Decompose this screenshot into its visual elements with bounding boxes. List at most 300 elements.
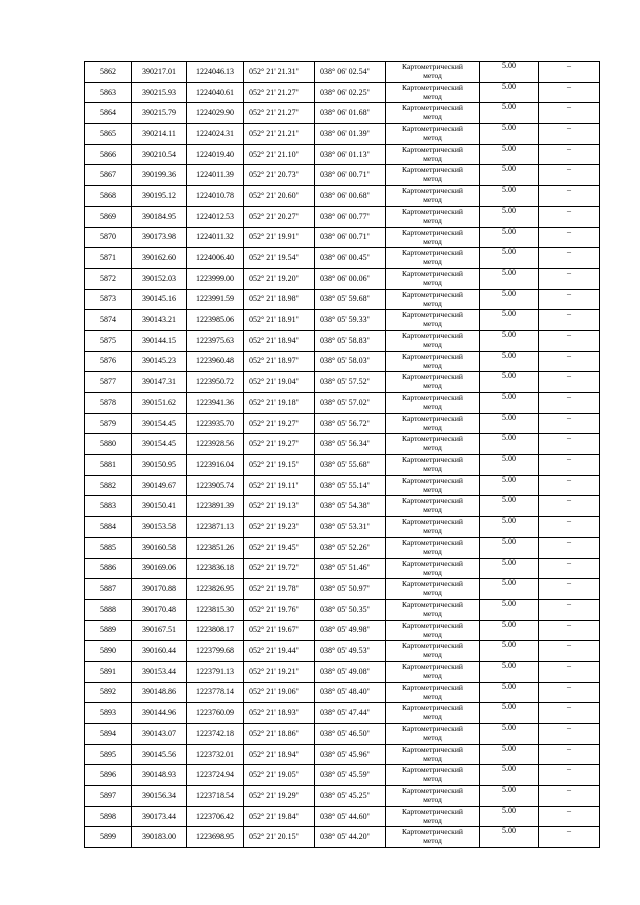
method-cell — [386, 786, 480, 807]
accuracy-cell: 5.00 — [480, 393, 539, 414]
longitude-cell: 038° 06' 00.71" — [315, 165, 386, 186]
method-cell — [386, 661, 480, 682]
longitude-cell: 038° 06' 00.45" — [315, 248, 386, 269]
table-row — [85, 268, 600, 289]
latitude-cell: 052° 21' 19.15" — [244, 455, 315, 476]
x-coordinate-cell: 390170.88 — [132, 579, 187, 600]
table-row — [85, 310, 600, 331]
longitude-cell: 038° 05' 50.97" — [315, 579, 386, 600]
point-number-cell: 5897 — [85, 786, 132, 807]
y-coordinate-cell: 1223999.00 — [187, 268, 244, 289]
method-cell — [386, 351, 480, 372]
note-cell: – — [539, 206, 600, 227]
method-line-1: Картометрический — [402, 186, 463, 196]
latitude-cell: 052° 21' 20.15" — [244, 827, 315, 848]
accuracy-cell: 5.00 — [480, 558, 539, 579]
longitude-cell: 038° 05' 49.08" — [315, 661, 386, 682]
table-row — [85, 62, 600, 83]
longitude-cell: 038° 05' 50.35" — [315, 599, 386, 620]
point-number-cell: 5891 — [85, 661, 132, 682]
table-row — [85, 496, 600, 517]
longitude-cell: 038° 05' 59.33" — [315, 310, 386, 331]
method-cell — [386, 124, 480, 145]
accuracy-cell: 5.00 — [480, 455, 539, 476]
method-line-1: Картометрический — [402, 248, 463, 258]
method-line-2: метод — [423, 133, 442, 143]
table-row — [85, 434, 600, 455]
method-cell — [386, 455, 480, 476]
x-coordinate-cell: 390170.48 — [132, 599, 187, 620]
x-coordinate-cell: 390143.07 — [132, 724, 187, 745]
note-cell: – — [539, 351, 600, 372]
method-line-2: метод — [423, 733, 442, 742]
accuracy-cell: 5.00 — [480, 579, 539, 600]
method-cell — [386, 206, 480, 227]
table-row — [85, 227, 600, 248]
method-line-1: Картометрический — [402, 744, 463, 754]
x-coordinate-cell: 390210.54 — [132, 144, 187, 165]
table-row — [85, 289, 600, 310]
note-cell: – — [539, 682, 600, 703]
y-coordinate-cell: 1223916.04 — [187, 455, 244, 476]
point-number-cell: 5876 — [85, 351, 132, 372]
y-coordinate-cell: 1223905.74 — [187, 475, 244, 496]
longitude-cell: 038° 05' 57.02" — [315, 393, 386, 414]
longitude-cell: 038° 06' 00.77" — [315, 206, 386, 227]
y-coordinate-cell: 1223791.13 — [187, 661, 244, 682]
method-line-1: Картометрический — [402, 124, 463, 134]
point-number-cell: 5865 — [85, 124, 132, 145]
y-coordinate-cell: 1223871.13 — [187, 517, 244, 538]
method-line-2: метод — [423, 526, 442, 536]
note-cell: – — [539, 579, 600, 600]
method-cell — [386, 620, 480, 641]
latitude-cell: 052° 21' 20.27" — [244, 206, 315, 227]
method-line-1: Картометрический — [402, 641, 463, 651]
note-cell: – — [539, 165, 600, 186]
table-row — [85, 351, 600, 372]
latitude-cell: 052° 21' 18.86" — [244, 724, 315, 745]
point-number-cell: 5882 — [85, 475, 132, 496]
note-cell: – — [539, 827, 600, 848]
table-row — [85, 765, 600, 786]
point-number-cell: 5885 — [85, 537, 132, 558]
y-coordinate-cell: 1224011.32 — [187, 227, 244, 248]
longitude-cell: 038° 05' 58.03" — [315, 351, 386, 372]
accuracy-cell: 5.00 — [480, 268, 539, 289]
latitude-cell: 052° 21' 19.23" — [244, 517, 315, 538]
point-number-cell: 5896 — [85, 765, 132, 786]
method-cell — [386, 393, 480, 414]
table-row — [85, 806, 600, 827]
x-coordinate-cell: 390199.36 — [132, 165, 187, 186]
x-coordinate-cell: 390215.93 — [132, 82, 187, 103]
accuracy-cell: 5.00 — [480, 289, 539, 310]
method-cell — [386, 724, 480, 745]
longitude-cell: 038° 05' 55.68" — [315, 455, 386, 476]
y-coordinate-cell: 1223718.54 — [187, 786, 244, 807]
method-cell — [386, 248, 480, 269]
y-coordinate-cell: 1224040.61 — [187, 82, 244, 103]
point-number-cell: 5866 — [85, 144, 132, 165]
x-coordinate-cell: 390145.23 — [132, 351, 187, 372]
x-coordinate-cell: 390149.67 — [132, 475, 187, 496]
method-cell — [386, 310, 480, 331]
point-number-cell: 5868 — [85, 186, 132, 207]
coordinates-table — [84, 61, 600, 848]
point-number-cell: 5894 — [85, 724, 132, 745]
table-row — [85, 579, 600, 600]
point-number-cell: 5875 — [85, 330, 132, 351]
x-coordinate-cell: 390173.98 — [132, 227, 187, 248]
table-row — [85, 455, 600, 476]
latitude-cell: 052° 21' 19.72" — [244, 558, 315, 579]
method-cell — [386, 599, 480, 620]
method-line-1: Картометрический — [402, 558, 463, 568]
method-line-1: Картометрический — [402, 103, 463, 113]
method-cell — [386, 434, 480, 455]
x-coordinate-cell: 390154.45 — [132, 413, 187, 434]
y-coordinate-cell: 1223836.18 — [187, 558, 244, 579]
longitude-cell: 038° 05' 58.83" — [315, 330, 386, 351]
method-line-1: Картометрический — [402, 496, 463, 506]
y-coordinate-cell: 1223928.56 — [187, 434, 244, 455]
latitude-cell: 052° 21' 19.29" — [244, 786, 315, 807]
method-cell — [386, 806, 480, 827]
point-number-cell: 5871 — [85, 248, 132, 269]
method-cell — [386, 517, 480, 538]
method-line-1: Картометрический — [402, 620, 463, 630]
y-coordinate-cell: 1223698.95 — [187, 827, 244, 848]
x-coordinate-cell: 390183.00 — [132, 827, 187, 848]
y-coordinate-cell: 1223975.63 — [187, 330, 244, 351]
method-cell — [386, 330, 480, 351]
y-coordinate-cell: 1223991.59 — [187, 289, 244, 310]
note-cell: – — [539, 268, 600, 289]
method-line-2: метод — [423, 608, 442, 618]
method-cell — [386, 62, 480, 83]
table-row — [85, 413, 600, 434]
y-coordinate-cell: 1224011.39 — [187, 165, 244, 186]
method-line-1: Картометрический — [402, 206, 463, 216]
table-row — [85, 165, 600, 186]
method-line-2: метод — [423, 257, 442, 267]
accuracy-cell: 5.00 — [480, 827, 539, 848]
table-row — [85, 724, 600, 745]
method-line-1: Картометрический — [402, 806, 463, 816]
method-line-1: Картометрический — [402, 289, 463, 299]
note-cell: – — [539, 537, 600, 558]
method-line-2: метод — [423, 298, 442, 308]
y-coordinate-cell: 1223760.09 — [187, 703, 244, 724]
accuracy-cell: 5.00 — [480, 765, 539, 786]
note-cell: – — [539, 248, 600, 269]
table-row — [85, 103, 600, 124]
y-coordinate-cell: 1224024.31 — [187, 124, 244, 145]
x-coordinate-cell: 390145.56 — [132, 744, 187, 765]
method-line-2: метод — [423, 691, 442, 701]
latitude-cell: 052° 21' 19.27" — [244, 413, 315, 434]
note-cell: – — [539, 703, 600, 724]
accuracy-cell: 5.00 — [480, 724, 539, 745]
note-cell: – — [539, 62, 600, 83]
x-coordinate-cell: 390156.34 — [132, 786, 187, 807]
note-cell: – — [539, 310, 600, 331]
note-cell: – — [539, 558, 600, 579]
method-line-1: Картометрический — [402, 827, 463, 837]
method-cell — [386, 186, 480, 207]
point-number-cell: 5873 — [85, 289, 132, 310]
y-coordinate-cell: 1223935.70 — [187, 413, 244, 434]
table-row — [85, 744, 600, 765]
table-row — [85, 206, 600, 227]
accuracy-cell: 5.00 — [480, 434, 539, 455]
latitude-cell: 052° 21' 21.27" — [244, 103, 315, 124]
accuracy-cell: 5.00 — [480, 703, 539, 724]
method-line-2: метод — [423, 443, 442, 453]
table-row — [85, 372, 600, 393]
accuracy-cell: 5.00 — [480, 475, 539, 496]
x-coordinate-cell: 390152.03 — [132, 268, 187, 289]
latitude-cell: 052° 21' 19.05" — [244, 765, 315, 786]
note-cell: – — [539, 434, 600, 455]
accuracy-cell: 5.00 — [480, 310, 539, 331]
method-cell — [386, 682, 480, 703]
accuracy-cell: 5.00 — [480, 206, 539, 227]
accuracy-cell: 5.00 — [480, 330, 539, 351]
point-number-cell: 5869 — [85, 206, 132, 227]
x-coordinate-cell: 390153.58 — [132, 517, 187, 538]
latitude-cell: 052° 21' 20.60" — [244, 186, 315, 207]
table-row — [85, 475, 600, 496]
note-cell: – — [539, 330, 600, 351]
note-cell: – — [539, 186, 600, 207]
table-body — [85, 62, 600, 848]
method-cell — [386, 103, 480, 124]
method-line-2: метод — [423, 629, 442, 639]
longitude-cell: 038° 06' 01.13" — [315, 144, 386, 165]
x-coordinate-cell: 390144.15 — [132, 330, 187, 351]
method-line-1: Картометрический — [402, 393, 463, 402]
latitude-cell: 052° 21' 19.06" — [244, 682, 315, 703]
accuracy-cell: 5.00 — [480, 82, 539, 103]
latitude-cell: 052° 21' 18.98" — [244, 289, 315, 310]
method-line-2: метод — [423, 588, 442, 598]
method-cell — [386, 82, 480, 103]
longitude-cell: 038° 05' 44.20" — [315, 827, 386, 848]
accuracy-cell: 5.00 — [480, 661, 539, 682]
method-cell — [386, 765, 480, 786]
latitude-cell: 052° 21' 19.20" — [244, 268, 315, 289]
note-cell: – — [539, 103, 600, 124]
method-line-2: метод — [423, 153, 442, 163]
method-cell — [386, 144, 480, 165]
x-coordinate-cell: 390145.16 — [132, 289, 187, 310]
latitude-cell: 052° 21' 19.54" — [244, 248, 315, 269]
accuracy-cell: 5.00 — [480, 103, 539, 124]
latitude-cell: 052° 21' 19.27" — [244, 434, 315, 455]
method-cell — [386, 641, 480, 662]
latitude-cell: 052° 21' 19.76" — [244, 599, 315, 620]
x-coordinate-cell: 390173.44 — [132, 806, 187, 827]
longitude-cell: 038° 06' 02.25" — [315, 82, 386, 103]
table-row — [85, 330, 600, 351]
method-line-2: метод — [423, 670, 442, 680]
point-number-cell: 5864 — [85, 103, 132, 124]
method-cell — [386, 579, 480, 600]
longitude-cell: 038° 06' 01.39" — [315, 124, 386, 145]
x-coordinate-cell: 390150.95 — [132, 455, 187, 476]
x-coordinate-cell: 390151.62 — [132, 393, 187, 414]
latitude-cell: 052° 21' 19.11" — [244, 475, 315, 496]
note-cell: – — [539, 289, 600, 310]
accuracy-cell: 5.00 — [480, 786, 539, 807]
method-line-1: Картометрический — [402, 682, 463, 692]
method-line-1: Картометрический — [402, 165, 463, 175]
method-cell — [386, 165, 480, 186]
method-cell — [386, 227, 480, 248]
point-number-cell: 5898 — [85, 806, 132, 827]
method-line-2: метод — [423, 215, 442, 225]
method-line-1: Картометрический — [402, 724, 463, 733]
latitude-cell: 052° 21' 19.78" — [244, 579, 315, 600]
longitude-cell: 038° 06' 00.71" — [315, 227, 386, 248]
y-coordinate-cell: 1223941.36 — [187, 393, 244, 414]
x-coordinate-cell: 390215.79 — [132, 103, 187, 124]
method-line-2: метод — [423, 360, 442, 370]
method-line-2: метод — [423, 174, 442, 184]
accuracy-cell: 5.00 — [480, 599, 539, 620]
accuracy-cell: 5.00 — [480, 641, 539, 662]
longitude-cell: 038° 05' 53.31" — [315, 517, 386, 538]
longitude-cell: 038° 05' 55.14" — [315, 475, 386, 496]
latitude-cell: 052° 21' 21.27" — [244, 82, 315, 103]
method-line-2: метод — [423, 567, 442, 577]
method-line-1: Картометрический — [402, 268, 463, 278]
method-line-1: Картометрический — [402, 310, 463, 320]
accuracy-cell: 5.00 — [480, 144, 539, 165]
method-line-2: метод — [423, 546, 442, 556]
x-coordinate-cell: 390150.41 — [132, 496, 187, 517]
note-cell: – — [539, 517, 600, 538]
point-number-cell: 5870 — [85, 227, 132, 248]
y-coordinate-cell: 1224010.78 — [187, 186, 244, 207]
method-line-1: Картометрический — [402, 62, 463, 71]
point-number-cell: 5892 — [85, 682, 132, 703]
longitude-cell: 038° 05' 45.59" — [315, 765, 386, 786]
method-line-1: Картометрический — [402, 434, 463, 444]
y-coordinate-cell: 1223732.01 — [187, 744, 244, 765]
method-line-2: метод — [423, 339, 442, 349]
method-cell — [386, 268, 480, 289]
point-number-cell: 5881 — [85, 455, 132, 476]
note-cell: – — [539, 393, 600, 414]
y-coordinate-cell: 1223950.72 — [187, 372, 244, 393]
point-number-cell: 5893 — [85, 703, 132, 724]
note-cell: – — [539, 144, 600, 165]
x-coordinate-cell: 390143.21 — [132, 310, 187, 331]
method-line-1: Картометрический — [402, 579, 463, 589]
note-cell: – — [539, 82, 600, 103]
point-number-cell: 5889 — [85, 620, 132, 641]
accuracy-cell: 5.00 — [480, 413, 539, 434]
longitude-cell: 038° 06' 02.54" — [315, 62, 386, 83]
y-coordinate-cell: 1224006.40 — [187, 248, 244, 269]
longitude-cell: 038° 05' 48.40" — [315, 682, 386, 703]
longitude-cell: 038° 05' 49.53" — [315, 641, 386, 662]
accuracy-cell: 5.00 — [480, 351, 539, 372]
method-line-2: метод — [423, 381, 442, 391]
note-cell: – — [539, 227, 600, 248]
method-cell — [386, 827, 480, 848]
method-line-2: метод — [423, 402, 442, 411]
note-cell: – — [539, 744, 600, 765]
accuracy-cell: 5.00 — [480, 186, 539, 207]
method-line-1: Картометрический — [402, 351, 463, 361]
method-line-2: метод — [423, 815, 442, 825]
latitude-cell: 052° 21' 19.21" — [244, 661, 315, 682]
method-line-1: Картометрический — [402, 455, 463, 465]
x-coordinate-cell: 390147.31 — [132, 372, 187, 393]
latitude-cell: 052° 21' 18.94" — [244, 330, 315, 351]
latitude-cell: 052° 21' 18.94" — [244, 744, 315, 765]
point-number-cell: 5874 — [85, 310, 132, 331]
method-line-2: метод — [423, 464, 442, 474]
point-number-cell: 5888 — [85, 599, 132, 620]
accuracy-cell: 5.00 — [480, 537, 539, 558]
point-number-cell: 5886 — [85, 558, 132, 579]
table-row — [85, 124, 600, 145]
method-line-2: метод — [423, 836, 442, 846]
y-coordinate-cell: 1223778.14 — [187, 682, 244, 703]
latitude-cell: 052° 21' 19.18" — [244, 393, 315, 414]
table-row — [85, 827, 600, 848]
point-number-cell: 5895 — [85, 744, 132, 765]
method-line-2: метод — [423, 650, 442, 660]
accuracy-cell: 5.00 — [480, 517, 539, 538]
point-number-cell: 5880 — [85, 434, 132, 455]
latitude-cell: 052° 21' 19.91" — [244, 227, 315, 248]
latitude-cell: 052° 21' 18.93" — [244, 703, 315, 724]
point-number-cell: 5887 — [85, 579, 132, 600]
x-coordinate-cell: 390160.58 — [132, 537, 187, 558]
x-coordinate-cell: 390214.11 — [132, 124, 187, 145]
note-cell: – — [539, 641, 600, 662]
latitude-cell: 052° 21' 19.84" — [244, 806, 315, 827]
method-line-2: метод — [423, 112, 442, 122]
note-cell: – — [539, 724, 600, 745]
y-coordinate-cell: 1223815.30 — [187, 599, 244, 620]
x-coordinate-cell: 390160.44 — [132, 641, 187, 662]
method-line-2: метод — [423, 505, 442, 515]
note-cell: – — [539, 786, 600, 807]
method-cell — [386, 413, 480, 434]
point-number-cell: 5883 — [85, 496, 132, 517]
longitude-cell: 038° 06' 00.68" — [315, 186, 386, 207]
y-coordinate-cell: 1224046.13 — [187, 62, 244, 83]
longitude-cell: 038° 05' 44.60" — [315, 806, 386, 827]
table-row — [85, 661, 600, 682]
accuracy-cell: 5.00 — [480, 165, 539, 186]
latitude-cell: 052° 21' 19.44" — [244, 641, 315, 662]
note-cell: – — [539, 124, 600, 145]
y-coordinate-cell: 1223808.17 — [187, 620, 244, 641]
x-coordinate-cell: 390217.01 — [132, 62, 187, 83]
table-row — [85, 641, 600, 662]
point-number-cell: 5863 — [85, 82, 132, 103]
accuracy-cell: 5.00 — [480, 124, 539, 145]
table-row — [85, 393, 600, 414]
